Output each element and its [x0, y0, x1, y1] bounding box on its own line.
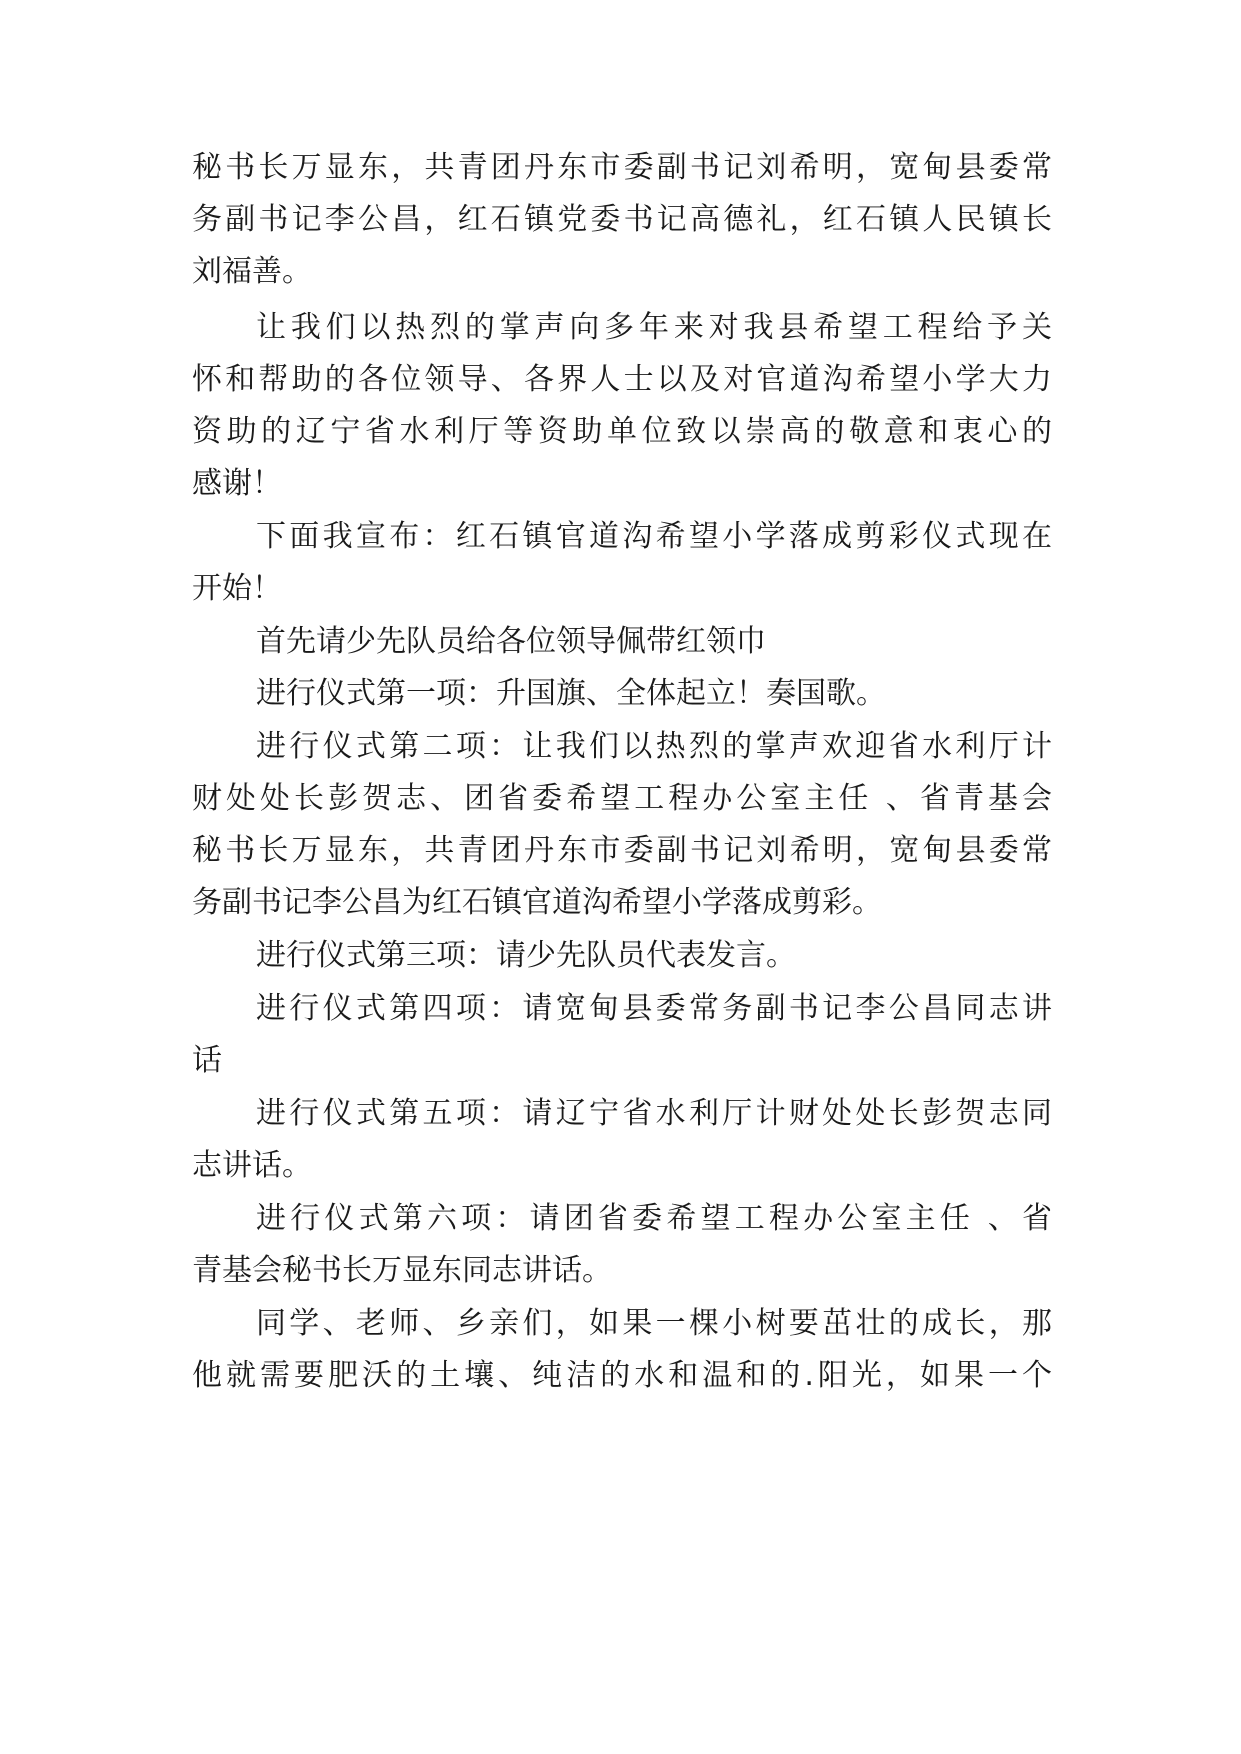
body-line: 感谢！: [192, 466, 282, 501]
body-line: 进行仪式第四项：请宽甸县委常务副书记李公昌同志讲: [256, 991, 1052, 1026]
body-line: 他就需要肥沃的土壤、纯洁的水和温和的.阳光，如果一个: [192, 1358, 1052, 1393]
body-line: 进行仪式第一项：升国旗、全体起立！奏国歌。: [256, 676, 886, 711]
body-line: 开始！: [192, 571, 282, 606]
body-line: 刘福善。: [192, 254, 312, 289]
body-line: 志讲话。: [192, 1148, 312, 1183]
body-line: 资助的辽宁省水利厅等资助单位致以崇高的敬意和衷心的: [192, 414, 1052, 449]
body-line: 秘书长万显东，共青团丹东市委副书记刘希明，宽甸县委常: [192, 833, 1052, 868]
body-line: 首先请少先队员给各位领导佩带红领巾: [256, 624, 766, 659]
body-line: 同学、老师、乡亲们，如果一棵小树要茁壮的成长，那: [256, 1306, 1052, 1341]
body-line: 让我们以热烈的掌声向多年来对我县希望工程给予关: [256, 310, 1052, 345]
body-line: 青基会秘书长万显东同志讲话。: [192, 1253, 612, 1288]
body-line: 务副书记李公昌，红石镇党委书记高德礼，红石镇人民镇长: [192, 202, 1052, 237]
body-line: 进行仪式第三项：请少先队员代表发言。: [256, 938, 796, 973]
body-line: 怀和帮助的各位领导、各界人士以及对官道沟希望小学大力: [192, 362, 1052, 397]
body-line: 财处处长彭贺志、团省委希望工程办公室主任 、省青基会: [192, 781, 1052, 816]
body-line: 话: [192, 1043, 222, 1078]
body-line: 进行仪式第二项：让我们以热烈的掌声欢迎省水利厅计: [256, 729, 1052, 764]
body-line: 进行仪式第六项：请团省委希望工程办公室主任 、省: [256, 1201, 1052, 1236]
body-line: 下面我宣布：红石镇官道沟希望小学落成剪彩仪式现在: [256, 519, 1052, 554]
body-line: 进行仪式第五项：请辽宁省水利厅计财处处长彭贺志同: [256, 1096, 1052, 1131]
body-line: 秘书长万显东，共青团丹东市委副书记刘希明，宽甸县委常: [192, 150, 1052, 185]
body-line: 务副书记李公昌为红石镇官道沟希望小学落成剪彩。: [192, 885, 882, 920]
